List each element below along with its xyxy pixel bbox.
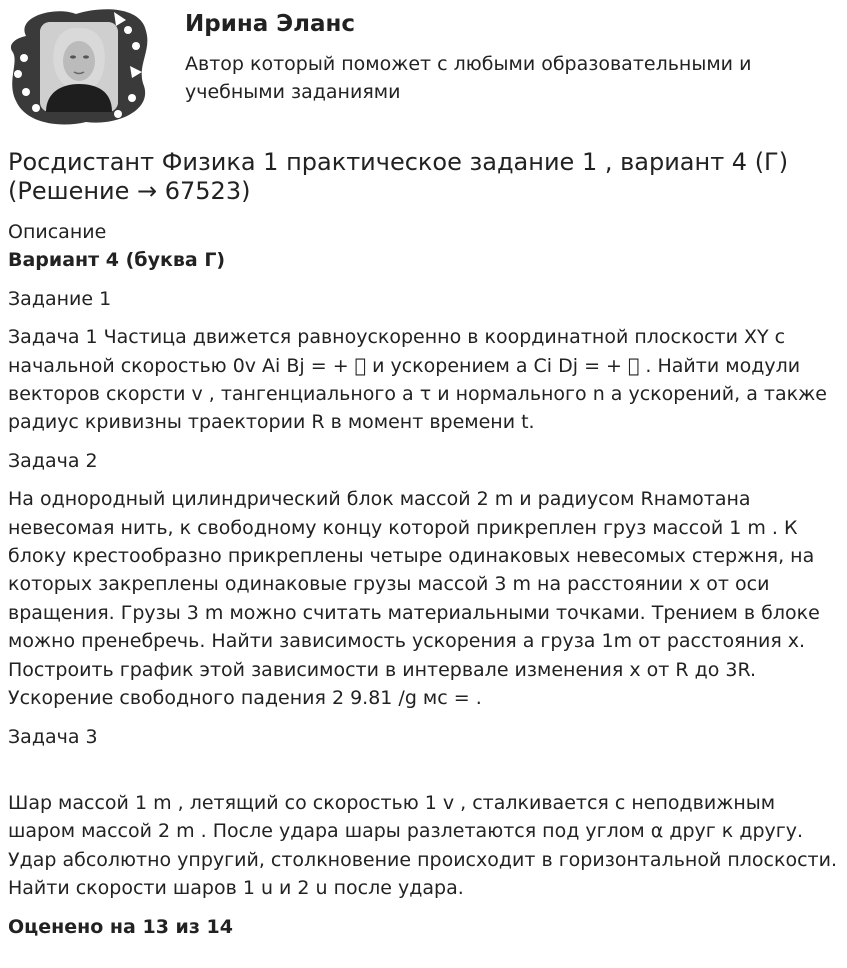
page-title: Росдистант Физика 1 практическое задание 1 , вариант 4 (Г) (Решение → 67523)	[8, 148, 789, 205]
grade-text: Оценено на 13 из 14	[8, 915, 233, 938]
problem-3-label: Задача 3	[8, 725, 98, 748]
variant-label: Вариант 4 (буква Г)	[8, 249, 226, 272]
author-description: Автор который поможет с любыми образовательными и учебными заданиями	[185, 53, 752, 103]
problem-1-text: Задача 1 Частица движется равноускоренно в координатной плоскости XY с начальной скоростью 0v Ai Bj = + 􏰀 и ускорением a Ci Dj = + 􏰀 . Найти модули векторов скорсти v , тангенциального a τ и нормального n a ускорений, а также радиус кривизны траектории R в момент времени t.	[8, 326, 827, 434]
task-content	[8, 218, 844, 941]
assignment-label: Задание 1	[8, 287, 112, 310]
problem-3-text: Шар массой 1 m , летящий со скоростью 1 v , сталкивается с неподвижным шаром массой 2 m . После удара шары разлетаются под углом α друг к другу. Удар абсолютно упругий, столкновение происходит в горизонтальной плоскости. Найти скорости шаров 1 u и 2 u после удара.	[8, 791, 837, 900]
author-name: Ирина Эланс	[185, 11, 356, 37]
problem-2-text: На однородный цилиндрический блок массой 2 m и радиусом Rнамотана невесомая нить, к свободному концу которой прикреплен груз массой 1 m . К блоку крестообразно прикреплены четыре одинаковых невесомых стержня, на которых закреплены одинаковые грузы массой 3 m на расстоянии x от оси вращения. Грузы 3 m можно считать материальными точками. Трением в блоке можно пренебречь. Найти зависимость ускорения a груза 1m от расстояния x. Построить график этой зависимости в интервале изменения x от R до 3R. Ускорение свободного падения 2 9.81 /g мс = .	[8, 488, 820, 710]
author-avatar	[6, 6, 152, 128]
description-label: Описание	[8, 221, 107, 243]
problem-2-label: Задача 2	[8, 449, 98, 472]
